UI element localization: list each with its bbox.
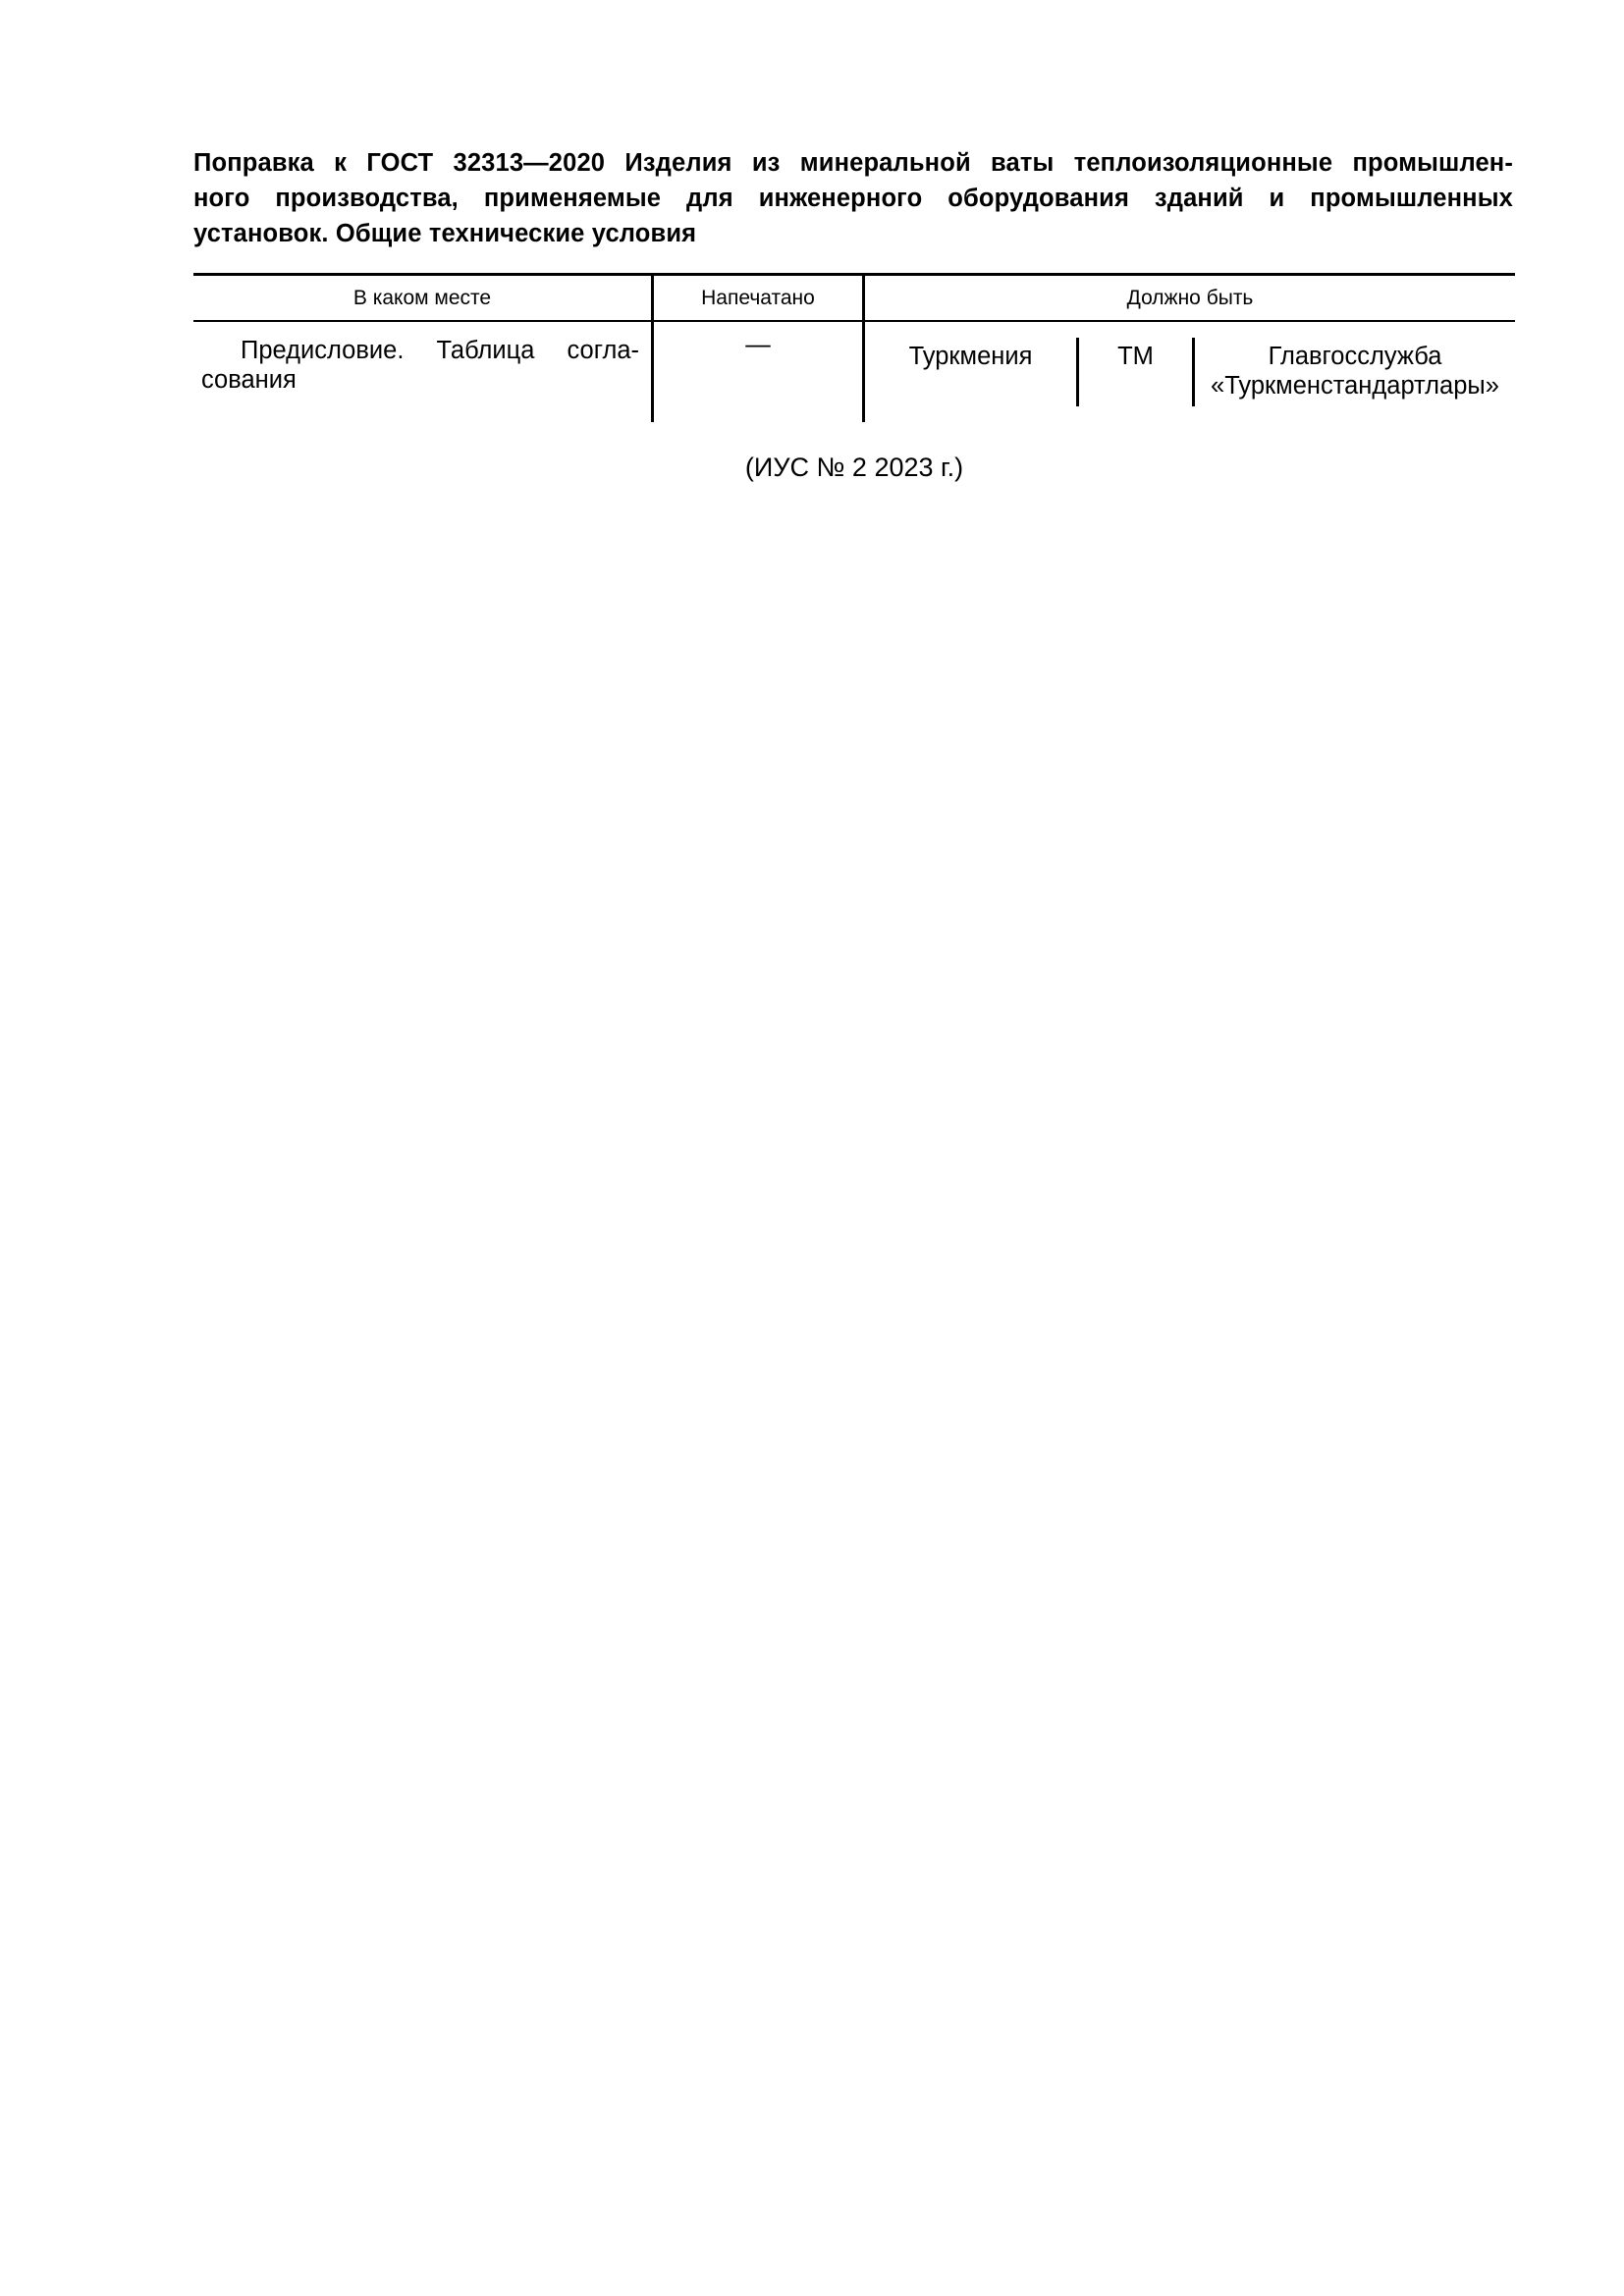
cell-country: Туркмения [908, 343, 1033, 370]
cell-place [201, 336, 639, 395]
title-line: Поправка к ГОСТ 32313—2020 Изделия из минеральной ваты теплоизоляционные промышлен- [193, 149, 1513, 177]
table-header-rule [193, 320, 1515, 322]
cell-standards-body [1195, 342, 1515, 400]
header-printed: Напечатано [701, 287, 815, 309]
cell-place-line: сования [201, 366, 297, 394]
source-note: (ИУС № 2 2023 г.) [744, 453, 964, 482]
cell-printed: — [745, 331, 771, 358]
cell-place-line: Предисловие. Таблица согла- [241, 337, 639, 364]
header-should-be: Должно быть [1126, 287, 1254, 309]
title-line: установок. Общие технические условия [193, 220, 697, 247]
amendment-table [193, 273, 1515, 422]
header-place: В каком месте [352, 287, 492, 309]
cell-org-line: «Туркменстандартлары» [1211, 372, 1499, 400]
cell-country-code: ТМ [1117, 343, 1154, 370]
document-title [193, 145, 1513, 251]
title-line: ного производства, применяемые для инженерного оборудования зданий и промышленных [193, 185, 1513, 212]
table-top-rule [193, 273, 1515, 276]
cell-org-line: Главгосслужба [1268, 343, 1442, 370]
